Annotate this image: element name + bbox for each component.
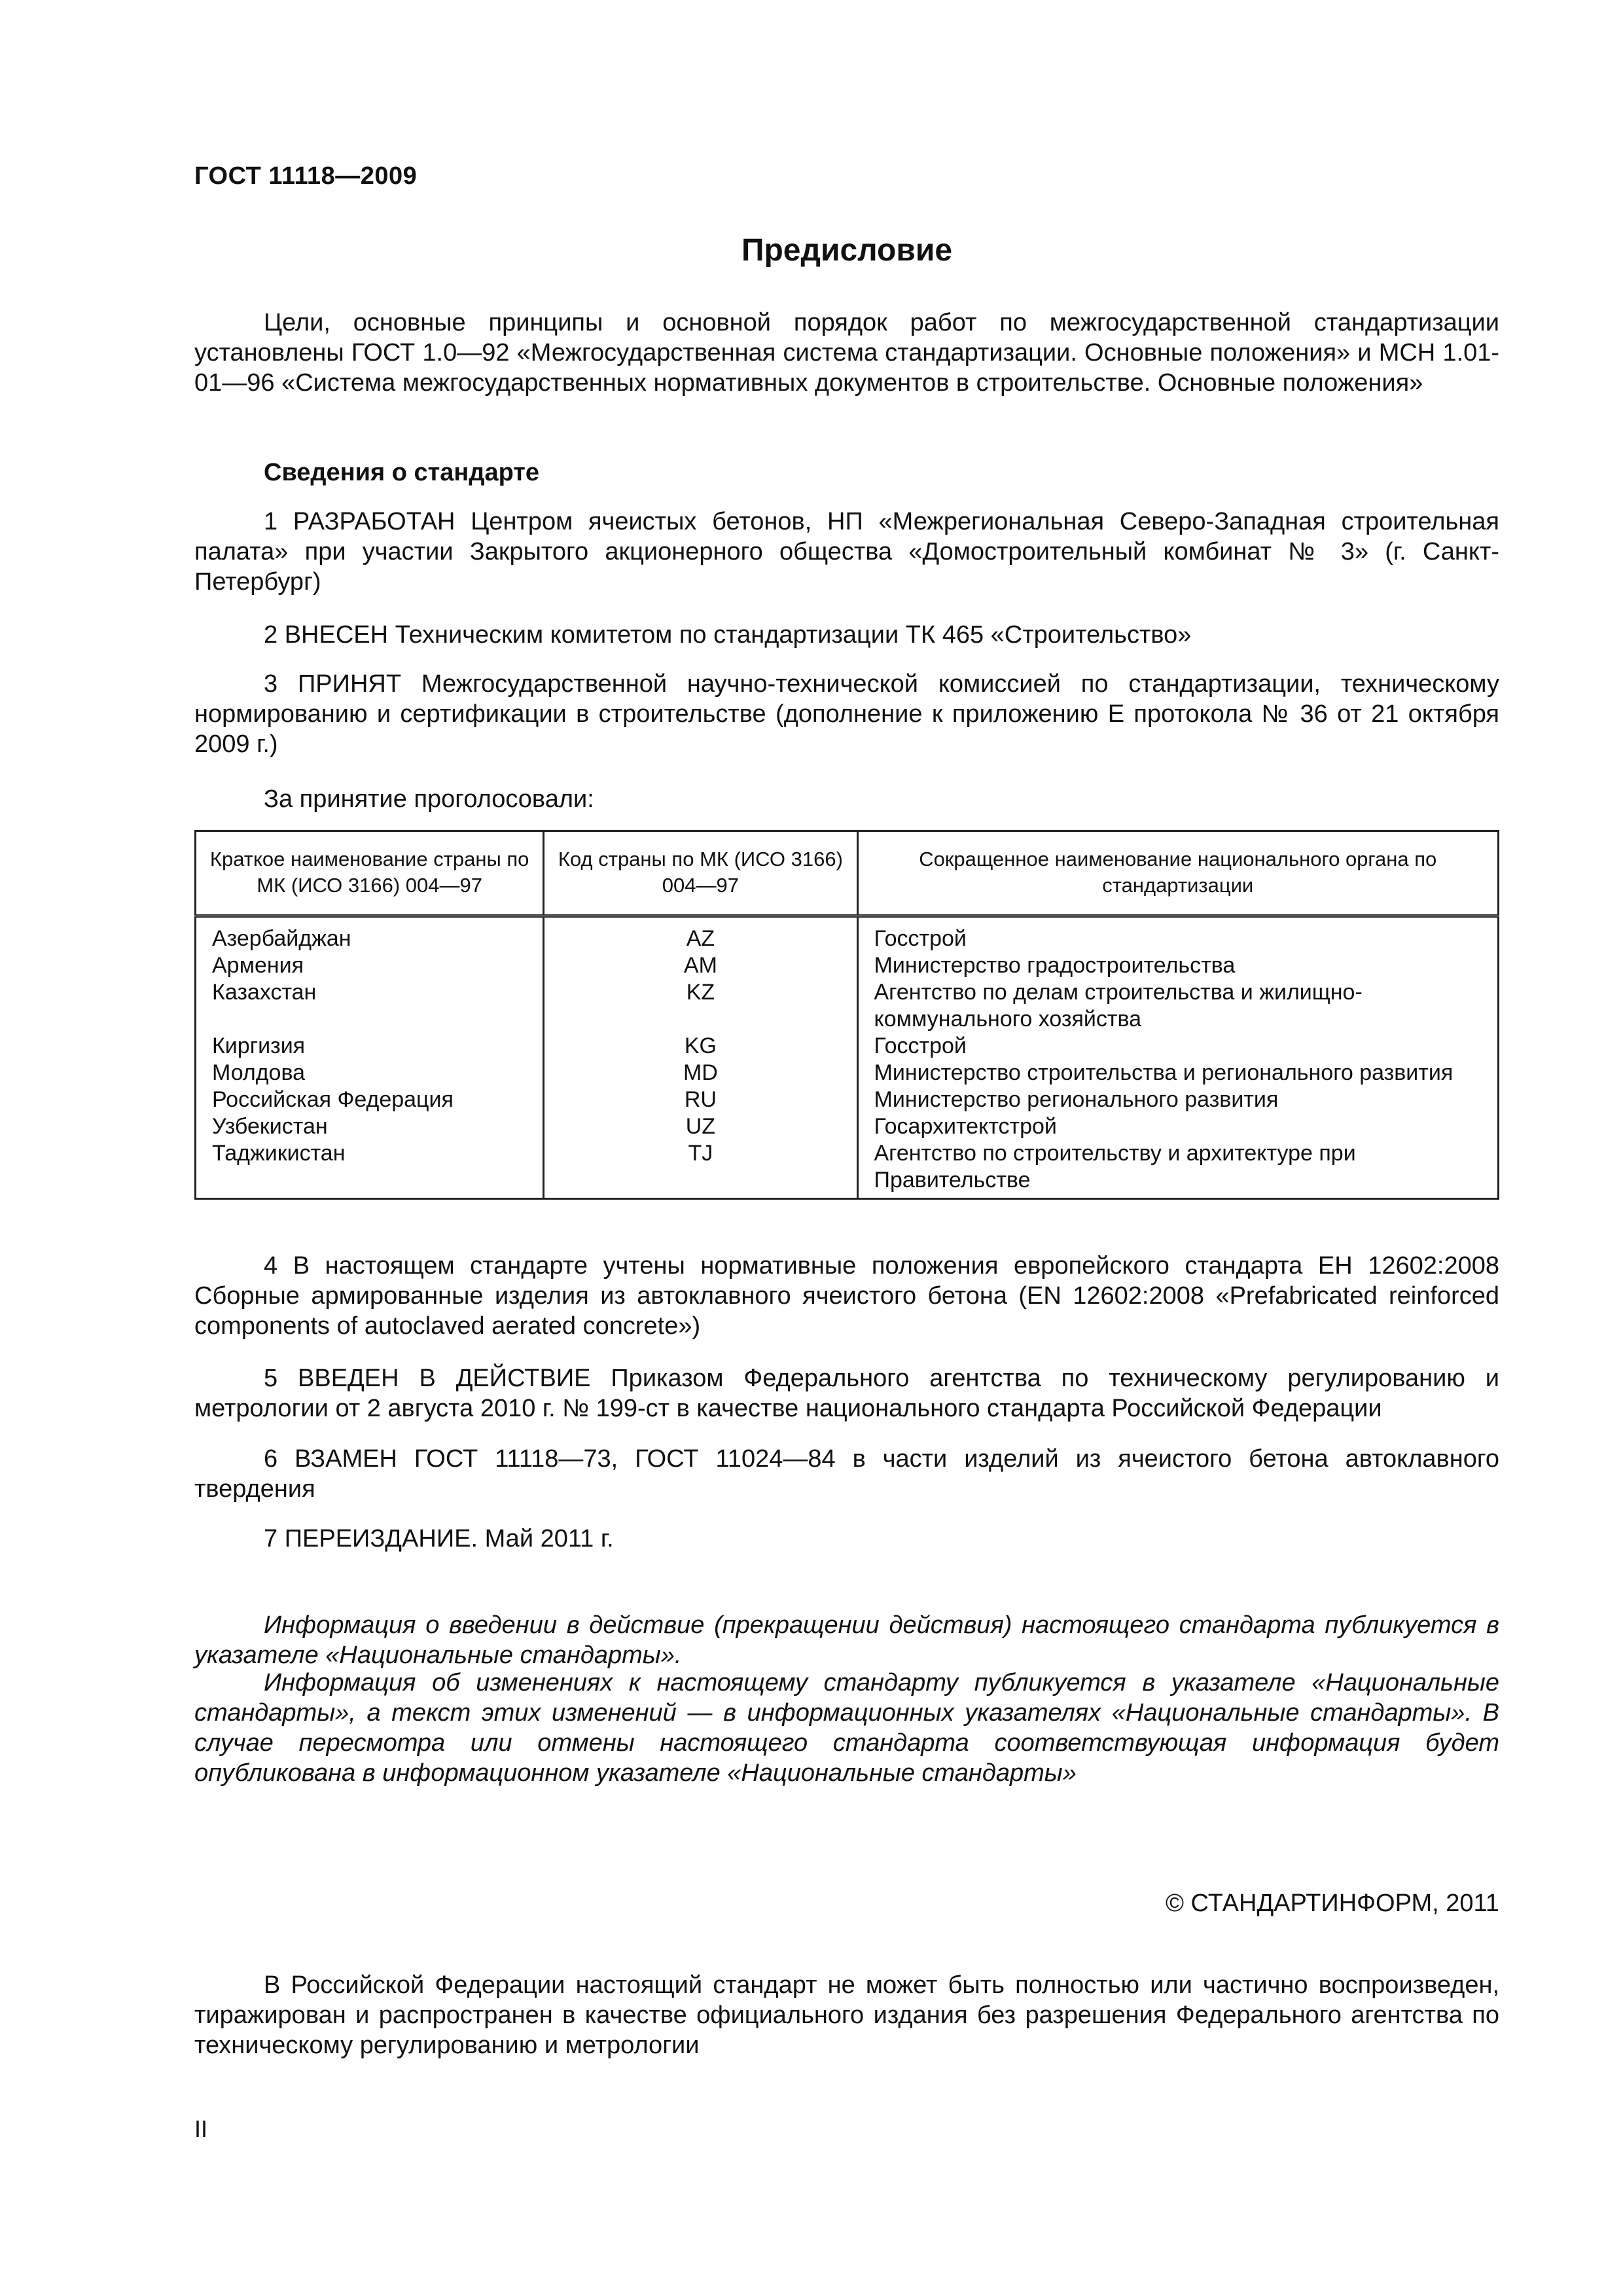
document-number: ГОСТ 11118—2009	[194, 162, 418, 190]
notice-paragraph-1: Информация о введении в действие (прекращении действия) настоящего стандарта публикуется в указателе «Национальные стандарты».	[194, 1611, 1499, 1669]
code-cell: RU	[544, 1086, 857, 1113]
code-cell: KG	[544, 1033, 857, 1060]
column-header-code: Код страны по МК (ИСО 3166) 004—97	[544, 831, 857, 916]
copyright-notice: © СТАНДАРТИНФОРМ, 2011	[1165, 1890, 1499, 1917]
rights-paragraph: В Российской Федерации настоящий стандарт не может быть полностью или частично воспроизведен, тиражирован и распространен в качестве официального издания без разрешения Федерального агентства по техническому регулированию и метрологии	[194, 1971, 1499, 2059]
column-header-body: Сокращенное наименование национального органа по стандартизации	[857, 831, 1499, 916]
country-cell: Таджикистан	[196, 1140, 544, 1199]
intro-paragraph: Цели, основные принципы и основной порядок работ по межгосударственной стандартизации установлены ГОСТ 1.0—92 «Межгосударственная система стандартизации. Основные положения» и МСН 1.01-01—96 «Система межгосударственных нормативных документов в строительстве. Основные положения»	[194, 309, 1499, 397]
code-cell: AM	[544, 952, 857, 979]
code-cell: AZ	[544, 916, 857, 953]
country-cell: Азербайджан	[196, 916, 544, 953]
country-cell: Узбекистан	[196, 1113, 544, 1140]
item-1-developed: 1 РАЗРАБОТАН Центром ячеистых бетонов, НП «Межрегиональная Северо-Западная строительная палата» при участии Закрытого акционерного общества «Домостроительный комбинат № 3» (г. Санкт-Петербург)	[194, 508, 1499, 596]
country-cell: Киргизия	[196, 1033, 544, 1060]
item-3-adopted: 3 ПРИНЯТ Межгосударственной научно-технической комиссией по стандартизации, техническому нормированию и сертификации в строительстве (дополнение к приложению Е протокола № 36 от 21 октября 2009 г.)	[194, 670, 1499, 758]
column-header-country: Краткое наименование страны по МК (ИСО 3166) 004—97	[196, 831, 544, 916]
code-cell: KZ	[544, 979, 857, 1033]
info-heading: Сведения о стандарте	[264, 459, 540, 486]
notice-paragraph-2: Информация об изменениях к настоящему стандарту публикуется в указателе «Национальные стандарты», а текст этих изменений — в информационных указателях «Национальные стандарты». В случае пересмотра или отмены настоящего стандарта соответствующая информация будет опубликована в информационном указателе «Национальные стандарты»	[194, 1669, 1499, 1787]
body-cell: Министерство строительства и регионального развития	[857, 1060, 1499, 1086]
table-row	[196, 916, 1499, 953]
country-cell: Российская Федерация	[196, 1086, 544, 1113]
table-row	[196, 1086, 1499, 1113]
country-cell: Армения	[196, 952, 544, 979]
page-title: Предисловие	[741, 233, 953, 268]
table-header-row	[196, 831, 1499, 916]
table-row	[196, 1140, 1499, 1199]
item-7-reissue: 7 ПЕРЕИЗДАНИЕ. Май 2011 г.	[264, 1525, 614, 1552]
code-cell: UZ	[544, 1113, 857, 1140]
body-cell: Госархитектстрой	[857, 1113, 1499, 1140]
country-cell: Молдова	[196, 1060, 544, 1086]
country-cell: Казахстан	[196, 979, 544, 1033]
item-4-european-standard: 4 В настоящем стандарте учтены нормативные положения европейского стандарта ЕН 12602:2008 Сборные армированные изделия из автоклавного ячеистого бетона (EN 12602:2008 «Prefabricated reinforced components of autoclaved aerated concrete»)	[194, 1252, 1499, 1340]
table-row	[196, 1033, 1499, 1060]
code-cell: TJ	[544, 1140, 857, 1199]
body-cell: Госстрой	[857, 916, 1499, 953]
body-cell: Агентство по строительству и архитектуре при Правительстве	[857, 1140, 1499, 1199]
table-row	[196, 952, 1499, 979]
body-cell: Госстрой	[857, 1033, 1499, 1060]
item-6-replaces: 6 ВЗАМЕН ГОСТ 11118—73, ГОСТ 11024—84 в части изделий из ячеистого бетона автоклавного твердения	[194, 1445, 1499, 1503]
page-number: II	[194, 2115, 208, 2142]
body-cell: Министерство градостроительства	[857, 952, 1499, 979]
table-row	[196, 1113, 1499, 1140]
code-cell: MD	[544, 1060, 857, 1086]
voting-table	[194, 830, 1499, 1200]
vote-label: За принятие проголосовали:	[264, 785, 594, 813]
table-row	[196, 1060, 1499, 1086]
body-cell: Министерство регионального развития	[857, 1086, 1499, 1113]
item-5-effective: 5 ВВЕДЕН В ДЕЙСТВИЕ Приказом Федерального агентства по техническому регулированию и метрологии от 2 августа 2010 г. № 199-ст в качестве национального стандарта Российской Федерации	[194, 1365, 1499, 1422]
table-row	[196, 979, 1499, 1033]
item-2-introduced: 2 ВНЕСЕН Техническим комитетом по стандартизации ТК 465 «Строительство»	[264, 621, 1192, 649]
body-cell: Агентство по делам строительства и жилищно-коммунального хозяйства	[857, 979, 1499, 1033]
